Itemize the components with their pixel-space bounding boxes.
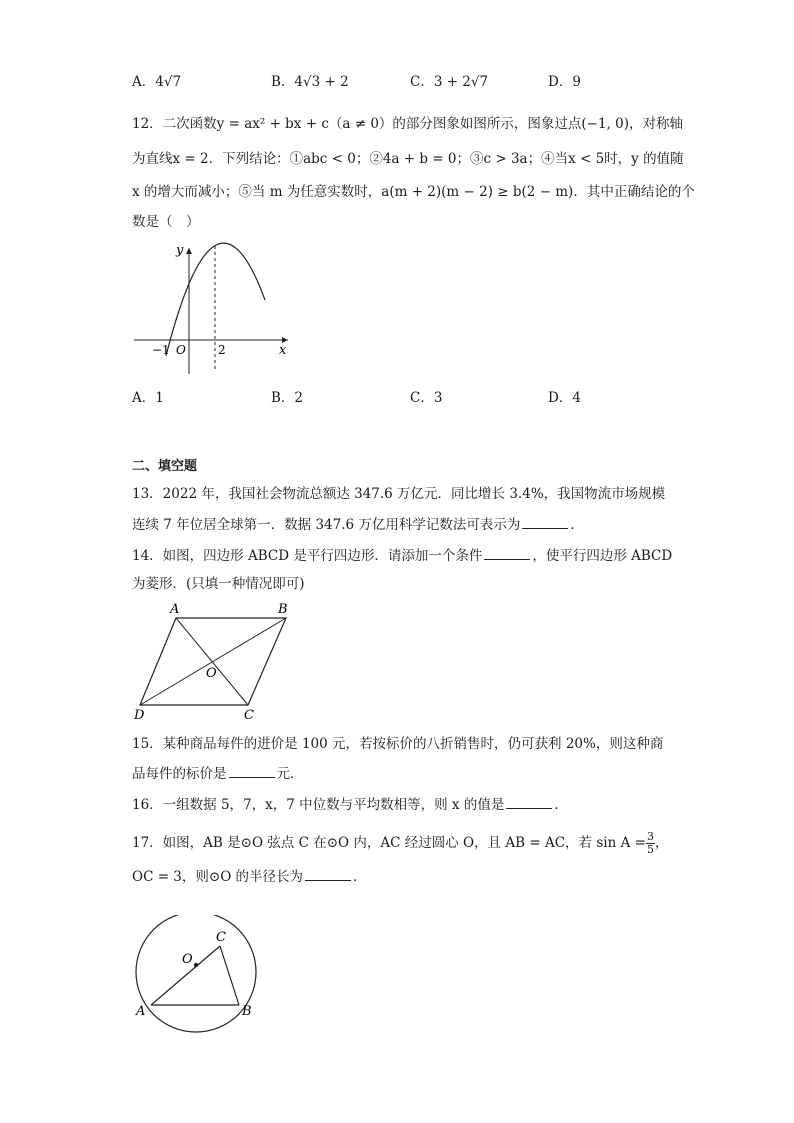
q16-text-before: 16．一组数据 5，7，x，7 中位数与平均数相等，则 x 的值是 bbox=[132, 797, 505, 813]
q17-text-line1 bbox=[132, 831, 668, 856]
point-b-label: B bbox=[242, 1004, 252, 1019]
q12-parabola-graph bbox=[130, 238, 300, 378]
q14-text-line2: 为菱形．(只填一种情况即可) bbox=[132, 576, 305, 592]
q12-option-c: C．3 bbox=[410, 390, 443, 406]
center-o-label: O bbox=[182, 952, 193, 967]
q11-option-b: B．4√3 + 2 bbox=[271, 74, 349, 90]
q16-answer-blank[interactable] bbox=[506, 794, 552, 809]
q12-option-a: A．1 bbox=[132, 390, 164, 406]
center-o-label: O bbox=[206, 666, 217, 681]
q13-text-before: 连续 7 年位居全球第一．数据 347.6 万亿用科学记数法可表示为 bbox=[132, 517, 521, 533]
vertex-c-label: C bbox=[244, 708, 254, 723]
segment-bc bbox=[220, 946, 239, 1005]
q12-text-line1: 12．二次函数y = ax² + bx + c（a ≠ 0）的部分图象如图所示，图象过点(−1, 0)，对称轴 bbox=[132, 116, 684, 132]
q11-option-d: D．9 bbox=[548, 74, 581, 90]
vertex-a-label: A bbox=[170, 602, 180, 617]
y-axis-label: y bbox=[176, 243, 184, 258]
q11-option-c: C．3 + 2√7 bbox=[410, 74, 489, 90]
q17-text-before: 17．如图，AB 是⊙O 弦点 C 在⊙O 内，AC 经过圆心 O，且 AB = AC，若 sin A = bbox=[132, 835, 646, 851]
q12-option-b: B．2 bbox=[271, 390, 304, 406]
q15-text-line1: 15．某种商品每件的进价是 100 元，若按标价的八折销售时，仍可获利 20%，则这种商 bbox=[132, 736, 664, 752]
q17-answer-blank[interactable] bbox=[305, 866, 351, 881]
q13-answer-blank[interactable] bbox=[522, 514, 568, 529]
q15-answer-blank[interactable] bbox=[229, 763, 275, 778]
q15-text-before: 品每件的标价是 bbox=[132, 766, 227, 782]
q14-text-before: 14．如图，四边形 ABCD 是平行四边形．请添加一个条件 bbox=[132, 548, 483, 564]
q15-text-line2 bbox=[132, 763, 304, 784]
circle-o bbox=[136, 915, 256, 1032]
vertex-d-label: D bbox=[134, 708, 145, 723]
q17-text-after: ， bbox=[654, 835, 669, 851]
fraction-denominator: 5 bbox=[646, 843, 654, 856]
diagonal-ac bbox=[176, 618, 248, 705]
q13-text-line2 bbox=[132, 514, 584, 535]
q13-text-line1: 13．2022 年，我国社会物流总额达 347.6 万亿元．同比增长 3.4%，我国物流市场规模 bbox=[132, 486, 666, 502]
tick-2-label: 2 bbox=[218, 343, 226, 357]
q15-text-after: 元． bbox=[276, 766, 304, 782]
q17-text-line2-before: OC = 3，则⊙O 的半径长为 bbox=[132, 869, 304, 885]
q14-parallelogram-figure bbox=[128, 598, 298, 723]
point-a-label: A bbox=[136, 1004, 146, 1019]
point-c-label: C bbox=[216, 930, 226, 945]
x-axis-label: x bbox=[279, 343, 287, 358]
q12-text-line4: 数是（ ） bbox=[132, 214, 200, 230]
section-heading: 二、填空题 bbox=[132, 459, 198, 474]
origin-label: O bbox=[176, 343, 186, 357]
q13-text-after: ． bbox=[570, 517, 584, 533]
q14-answer-blank[interactable] bbox=[484, 545, 530, 560]
q16-text-line bbox=[132, 794, 568, 815]
q11-option-a: A．4√7 bbox=[132, 74, 182, 90]
center-point bbox=[194, 963, 198, 967]
q12-option-d: D．4 bbox=[548, 390, 581, 406]
q14-text-line1 bbox=[132, 545, 672, 566]
q17-sin-fraction bbox=[646, 831, 655, 856]
diagonal-bd bbox=[140, 618, 286, 705]
q17-text-line2-after: ． bbox=[353, 869, 367, 885]
tick-neg1-label: −1 bbox=[152, 343, 170, 357]
q12-text-line2: 为直线x = 2．下列结论：①abc < 0；②4a + b = 0；③c > 3a；④当x < 5时，y 的值随 bbox=[132, 151, 684, 167]
q16-text-after: ． bbox=[554, 797, 568, 813]
q17-circle-figure bbox=[128, 915, 268, 1035]
fraction-numerator: 3 bbox=[646, 830, 654, 843]
q12-text-line3: x 的增大而减小；⑤当 m 为任意实数时，a(m + 2)(m − 2) ≥ b(2 − m)．其中正确结论的个 bbox=[132, 184, 695, 200]
q17-text-line2 bbox=[132, 866, 367, 887]
q14-text-after: ，使平行四边形 ABCD bbox=[532, 548, 673, 564]
vertex-b-label: B bbox=[278, 602, 288, 617]
